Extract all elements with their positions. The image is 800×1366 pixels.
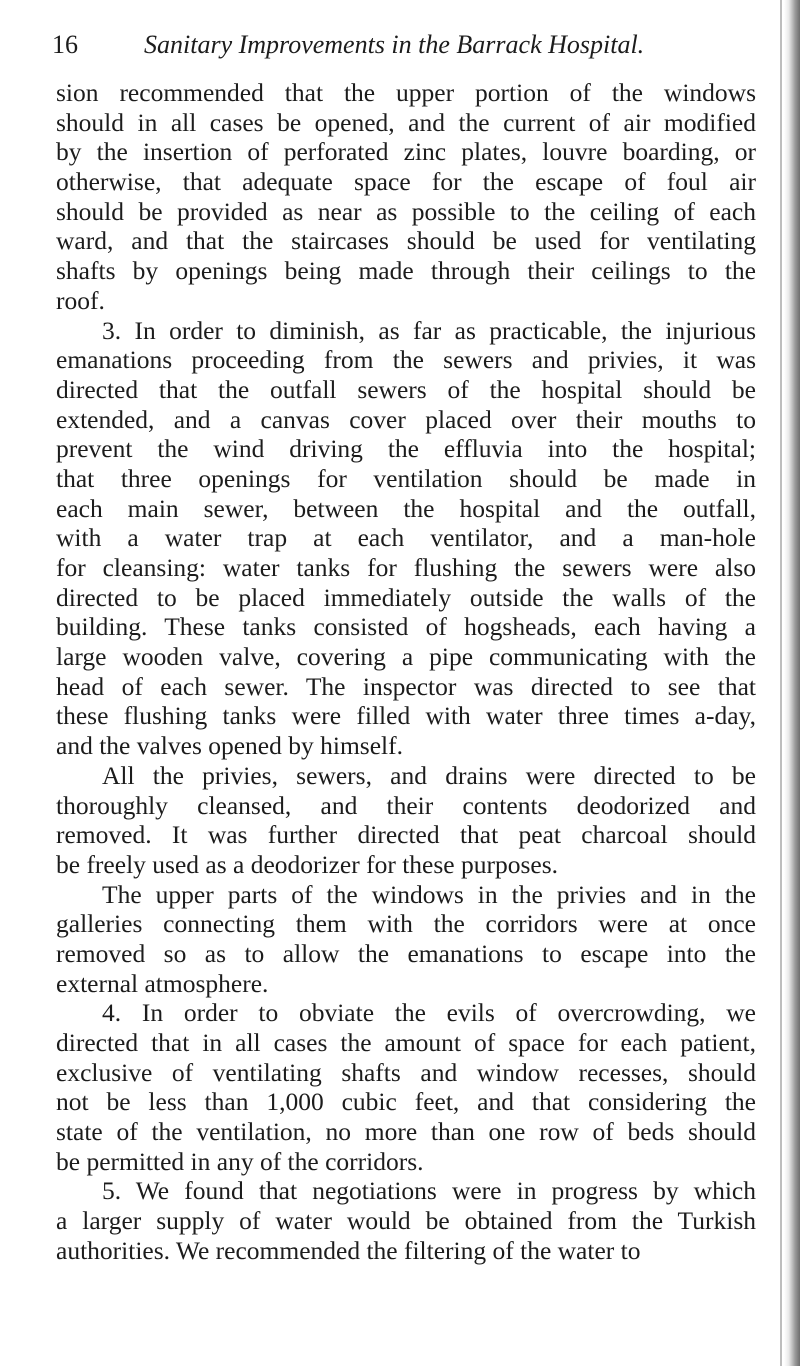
page-edge-line [780,0,782,1366]
text-line: large wooden valve, covering a pipe communicating with the [56,642,756,672]
text-line: authorities. We recommended the filtering of the water to [56,1235,641,1265]
text-line: a larger supply of water would be obtained from the Turkish [56,1206,756,1236]
text-line: state of the ventilation, no more than one row of beds should [56,1117,756,1147]
text-line: 4. In order to obviate the evils of overcrowding, we [102,998,756,1028]
text-line: extended, and a canvas cover placed over their mouths to [56,404,756,434]
text-line: galleries connecting them with the corridors were at once [56,909,756,939]
text-line: directed that the outfall sewers of the hospital should be [56,374,756,404]
page-edge-shadow [784,0,800,1366]
text-line: be freely used as a deodorizer for these purposes. [56,849,559,879]
text-line: All the privies, sewers, and drains were directed to be [102,760,756,790]
text-line: external atmosphere. [56,968,269,998]
text-line: The upper parts of the windows in the privies and in the [102,879,756,909]
text-line: these flushing tanks were filled with water three times a-day, [56,701,756,731]
text-line: be permitted in any of the corridors. [56,1146,424,1176]
text-line: should be provided as near as possible to the ceiling of each [56,196,756,226]
text-line: by the insertion of perforated zinc plates, louvre boarding, or [56,137,756,167]
body-text [56,78,756,1266]
text-line: for cleansing: water tanks for flushing the sewers were also [56,553,756,582]
text-line: exclusive of ventilating shafts and window recesses, should [56,1057,756,1087]
text-line: shafts by openings being made through their ceilings to the [56,256,756,286]
text-line: not be less than 1,000 cubic feet, and that considering the [56,1087,756,1117]
text-line: should in all cases be opened, and the current of air modified [56,107,756,137]
text-line: emanations proceeding from the sewers and privies, it was [56,345,756,375]
text-line: with a water trap at each ventilator, and a man-hole [56,523,756,553]
text-line: head of each sewer. The inspector was directed to see that [56,671,756,701]
text-line: roof. [56,285,105,315]
text-line: 3. In order to diminish, as far as practicable, the injurious [102,315,756,345]
text-line: directed that in all cases the amount of space for each patient, [56,1028,756,1057]
page-number: 16 [52,30,78,59]
text-line: otherwise, that adequate space for the escape of foul air [56,167,756,197]
text-line: and the valves opened by himself. [56,731,403,761]
text-line: removed. It was further directed that peat charcoal should [56,820,756,850]
text-line: that three openings for ventilation should be made in [56,463,756,493]
text-line: ward, and that the staircases should be used for ventilating [56,226,756,256]
text-line: 5. We found that negotiations were in progress by which [102,1176,756,1206]
text-line: sion recommended that the upper portion of the windows [56,78,756,107]
text-line: directed to be placed immediately outside the walls of the [56,582,756,612]
text-line: each main sewer, between the hospital and the outfall, [56,493,756,523]
text-line: prevent the wind driving the effluvia into the hospital; [56,434,756,464]
text-line: building. These tanks consisted of hogsheads, each having a [56,612,756,642]
running-title: Sanitary Improvements in the Barrack Hospital. [144,30,645,59]
text-line: thoroughly cleansed, and their contents deodorized and [56,790,756,820]
page-header [52,28,752,68]
text-line: removed so as to allow the emanations to escape into the [56,938,756,968]
